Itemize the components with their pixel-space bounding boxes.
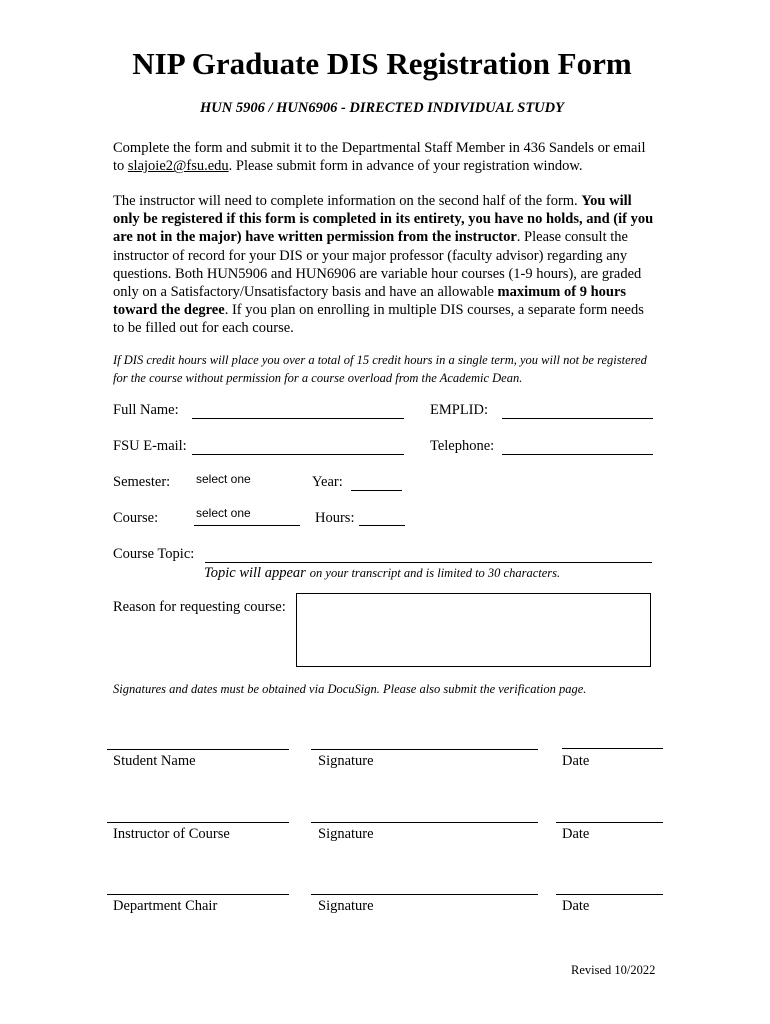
reason-label: Reason for requesting course: — [113, 599, 286, 615]
intro-paragraph-1 — [113, 139, 658, 175]
year-field[interactable] — [351, 490, 402, 491]
student-date-line[interactable] — [562, 748, 663, 749]
hours-field[interactable] — [359, 525, 405, 526]
semester-select[interactable]: select one — [196, 472, 251, 486]
student-name-line[interactable] — [107, 749, 289, 750]
chair-name-line[interactable] — [107, 894, 289, 895]
date-label: Date — [562, 753, 590, 769]
revised-date: Revised 10/2022 — [571, 963, 656, 977]
reason-textarea[interactable] — [296, 593, 651, 667]
course-label: Course: — [113, 510, 159, 526]
instructor-date-line[interactable] — [556, 822, 663, 823]
chair-signature-line[interactable] — [311, 894, 538, 895]
date-label: Date — [562, 826, 590, 842]
intro-text: . Please submit form in advance of your registration window. — [228, 158, 583, 175]
instructor-label: Instructor of Course — [113, 826, 230, 842]
topic-note-rest: on your transcript and is limited to 30 characters. — [309, 566, 561, 580]
course-topic-field[interactable] — [205, 562, 652, 563]
fsu-email-label: FSU E-mail: — [113, 438, 187, 454]
course-field-line — [194, 525, 300, 526]
hours-label: Hours: — [315, 510, 355, 526]
student-signature-line[interactable] — [311, 749, 538, 750]
instructor-name-line[interactable] — [107, 822, 289, 823]
instructor-signature-line[interactable] — [311, 822, 538, 823]
fsu-email-field[interactable] — [192, 454, 404, 455]
student-name-label: Student Name — [113, 753, 196, 769]
signature-label: Signature — [318, 826, 374, 842]
intro-text: Complete the form and submit it to the Departmental Staff Member in 436 Sandels or email to — [113, 140, 646, 175]
intro-text: . If you plan on enrolling in multiple DIS courses, a separate form needs to be filled out for each course. — [113, 302, 644, 337]
intro-paragraph-2 — [113, 192, 658, 338]
form-title: NIP Graduate DIS Registration Form — [132, 46, 632, 81]
form-subtitle: HUN 5906 / HUN6906 - DIRECTED INDIVIDUAL STUDY — [199, 100, 564, 116]
emplid-field[interactable] — [502, 418, 653, 419]
course-select[interactable]: select one — [196, 506, 251, 520]
email-link[interactable]: slajoie2@fsu.edu — [127, 158, 229, 175]
credit-hours-note: If DIS credit hours will place you over a total of 15 credit hours in a single term, you will not be registered for the course without permission for a course overload from the Academic Dean. — [113, 353, 647, 385]
year-label: Year: — [312, 474, 343, 490]
telephone-label: Telephone: — [430, 438, 495, 454]
intro-text: The instructor will need to complete information on the second half of the form. — [113, 193, 578, 209]
telephone-field[interactable] — [502, 454, 653, 455]
date-label: Date — [562, 898, 590, 914]
emplid-label: EMPLID: — [430, 402, 488, 418]
intro-bold-text: maximum of 9 hours toward the degree — [113, 284, 627, 319]
signature-label: Signature — [318, 898, 374, 914]
signature-label: Signature — [318, 753, 374, 769]
intro-text: . Please consult the instructor of record for your DIS or your major professor (faculty advisor) regarding any questions. Both HUN5906 and HUN6906 are variable hour courses (1-9 hours), are graded only on a Satisfactory/Unsatisfactory basis and have an allowable — [113, 229, 642, 301]
topic-note — [204, 564, 560, 582]
topic-note-lead: Topic will appear — [204, 565, 306, 581]
department-chair-label: Department Chair — [113, 898, 218, 914]
signatures-note: Signatures and dates must be obtained via DocuSign. Please also submit the verification page. — [113, 682, 587, 696]
full-name-label: Full Name: — [113, 402, 179, 418]
course-topic-label: Course Topic: — [113, 546, 195, 562]
chair-date-line[interactable] — [556, 894, 663, 895]
intro-bold-text: You will only be registered if this form is completed in its entirety, you have no holds, and (if you are not in the major) have written permission from the instructor — [113, 193, 654, 246]
semester-label: Semester: — [113, 474, 171, 490]
full-name-field[interactable] — [192, 418, 404, 419]
